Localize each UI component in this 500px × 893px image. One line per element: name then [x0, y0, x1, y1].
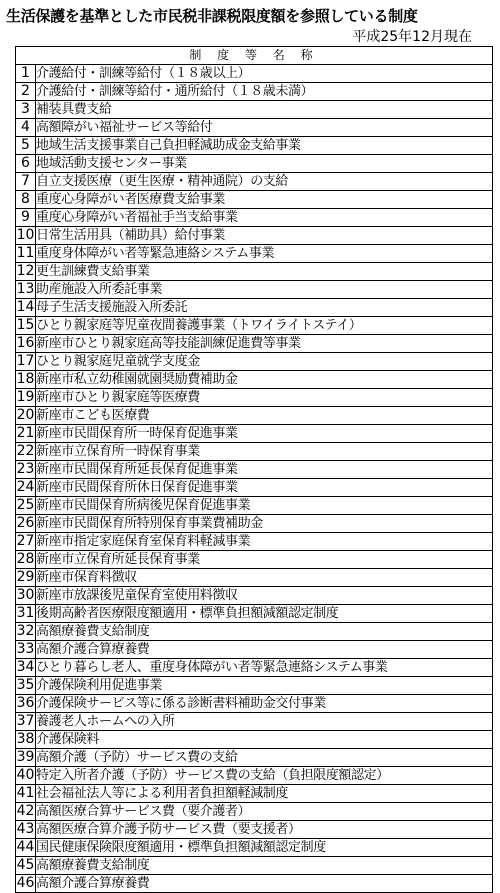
program-name: 社会福祉法人等による利用者負担額軽減制度 — [36, 785, 493, 803]
row-number: 37 — [16, 713, 35, 729]
program-name: 国民健康保険限度額適用・標準負担額減額認定制度 — [36, 839, 493, 857]
table-row — [16, 119, 493, 137]
row-number: 45 — [16, 857, 35, 873]
program-name: ひとり親家庭等児童夜間養護事業（トワイライトステイ） — [36, 317, 493, 335]
row-number: 42 — [16, 803, 35, 819]
row-number: 38 — [16, 731, 35, 747]
row-number: 35 — [16, 677, 35, 693]
program-name: 新座市保育料徴収 — [36, 569, 493, 587]
program-name: 高額介護（予防）サービス費の支給 — [36, 749, 493, 767]
row-number: 17 — [16, 353, 35, 369]
row-number: 21 — [16, 425, 35, 441]
table-row — [16, 803, 493, 821]
program-name: 助産施設入所委託事業 — [36, 281, 493, 299]
table-row — [16, 677, 493, 695]
table-row — [16, 191, 493, 209]
row-number: 27 — [16, 533, 35, 549]
row-number: 20 — [16, 407, 35, 423]
table-row — [16, 785, 493, 803]
table-row — [16, 335, 493, 353]
row-number: 14 — [16, 299, 35, 315]
row-number: 13 — [16, 281, 35, 297]
table-row — [16, 875, 493, 893]
program-name: 高額医療合算サービス費（要介護者） — [36, 803, 493, 821]
table-row — [16, 461, 493, 479]
page-title: 生活保護を基準とした市民税非課税限度額を参照している制度 — [6, 7, 418, 25]
program-name: 介護保険料 — [36, 731, 493, 749]
row-number: 43 — [16, 821, 35, 837]
program-name: 新座市ひとり親家庭高等技能訓練促進費等事業 — [36, 335, 493, 353]
program-name: 新座市ひとり親家庭等医療費 — [36, 389, 493, 407]
table-row — [16, 389, 493, 407]
table-row — [16, 569, 493, 587]
as-of-date: 平成25年12月現在 — [352, 29, 472, 45]
table-row — [16, 533, 493, 551]
row-number: 36 — [16, 695, 35, 711]
program-name: 後期高齢者医療限度額適用・標準負担額減額認定制度 — [36, 605, 493, 623]
row-number: 25 — [16, 497, 35, 513]
program-table — [15, 46, 493, 893]
table-row — [16, 551, 493, 569]
table-row — [16, 731, 493, 749]
program-name: 新座市立保育所一時保育事業 — [36, 443, 493, 461]
table-header-row — [16, 47, 493, 65]
table-row — [16, 245, 493, 263]
row-number: 6 — [16, 155, 36, 173]
program-name: 高額療養費支給制度 — [36, 623, 493, 641]
row-number: 24 — [16, 479, 35, 495]
program-name: 新座市民間保育所特別保育事業費補助金 — [36, 515, 493, 533]
table-row — [16, 515, 493, 533]
row-number: 46 — [16, 875, 35, 891]
program-name: 新座市放課後児童保育室使用料徴収 — [36, 587, 493, 605]
row-number: 22 — [16, 443, 35, 459]
table-row — [16, 605, 493, 623]
row-number: 41 — [16, 785, 35, 801]
table-row — [16, 749, 493, 767]
table-row — [16, 281, 493, 299]
row-number: 2 — [16, 83, 36, 101]
row-number: 5 — [16, 137, 36, 155]
table-row — [16, 173, 493, 191]
row-number: 31 — [16, 605, 35, 621]
row-number: 33 — [16, 641, 35, 657]
table-row — [16, 263, 493, 281]
program-name: 日常生活用具（補助具）給付事業 — [36, 227, 493, 245]
program-name: 介護給付・訓練等給付（１８歳以上） — [36, 65, 493, 83]
row-number: 30 — [16, 587, 35, 603]
table-row — [16, 83, 493, 101]
table-row — [16, 497, 493, 515]
table-row — [16, 101, 493, 119]
row-number: 34 — [16, 659, 35, 675]
table-row — [16, 713, 493, 731]
table-row — [16, 209, 493, 227]
table-row — [16, 695, 493, 713]
table-row — [16, 623, 493, 641]
table-row — [16, 443, 493, 461]
program-name: 介護保険利用促進事業 — [36, 677, 493, 695]
program-name: 新座市民間保育所延長保育促進事業 — [36, 461, 493, 479]
table-row — [16, 155, 493, 173]
row-number: 18 — [16, 371, 35, 387]
row-number: 40 — [16, 767, 35, 783]
table-row — [16, 299, 493, 317]
table-row — [16, 65, 493, 83]
row-number: 19 — [16, 389, 35, 405]
row-number: 8 — [16, 191, 36, 209]
row-number: 28 — [16, 551, 35, 567]
column-header-name: 制 度 等 名 称 — [16, 47, 493, 65]
row-number: 12 — [16, 263, 35, 279]
program-name: 重度身体障がい者等緊急連絡システム事業 — [36, 245, 493, 263]
row-number: 1 — [16, 65, 36, 83]
row-number: 4 — [16, 119, 36, 137]
table-body — [16, 65, 493, 893]
table-row — [16, 407, 493, 425]
table-row — [16, 479, 493, 497]
row-number: 7 — [16, 173, 36, 191]
row-number: 10 — [16, 227, 35, 243]
program-name: 更生訓練費支給事業 — [36, 263, 493, 281]
program-name: ひとり暮らし老人、重度身体障がい者等緊急連絡システム事業 — [36, 659, 493, 677]
table-row — [16, 821, 493, 839]
program-name: 高額療養費支給制度 — [36, 857, 493, 875]
table-row — [16, 857, 493, 875]
row-number: 15 — [16, 317, 35, 333]
program-name: 特定入所者介護（予防）サービス費の支給（負担限度額認定） — [36, 767, 493, 785]
program-name: 介護給付・訓練等給付・通所給付（１８歳未満） — [36, 83, 493, 101]
table-row — [16, 227, 493, 245]
row-number: 16 — [16, 335, 35, 351]
row-number: 39 — [16, 749, 35, 765]
program-name: 母子生活支援施設入所委託 — [36, 299, 493, 317]
program-name: 高額介護合算療養費 — [36, 875, 493, 893]
row-number: 3 — [16, 101, 36, 119]
program-name: 新座市こども医療費 — [36, 407, 493, 425]
table-row — [16, 353, 493, 371]
program-name: 高額障がい福祉サービス等給付 — [36, 119, 493, 137]
table-row — [16, 659, 493, 677]
program-name: 自立支援医療（更生医療・精神通院）の支給 — [36, 173, 493, 191]
table-row — [16, 767, 493, 785]
row-number: 26 — [16, 515, 35, 531]
program-name: 養護老人ホームへの入所 — [36, 713, 493, 731]
row-number: 29 — [16, 569, 35, 585]
row-number: 44 — [16, 839, 35, 855]
table-row — [16, 317, 493, 335]
table-row — [16, 425, 493, 443]
row-number: 23 — [16, 461, 35, 477]
program-name: 新座市私立幼稚園就園奨励費補助金 — [36, 371, 493, 389]
table-row — [16, 137, 493, 155]
program-name: 地域活動支援センター事業 — [36, 155, 493, 173]
program-name: 新座市民間保育所一時保育促進事業 — [36, 425, 493, 443]
table-row — [16, 839, 493, 857]
program-name: 新座市立保育所延長保育事業 — [36, 551, 493, 569]
program-name: 補装具費支給 — [36, 101, 493, 119]
table-row — [16, 587, 493, 605]
table-row — [16, 371, 493, 389]
program-name: 新座市民間保育所病後児保育促進事業 — [36, 497, 493, 515]
row-number: 11 — [16, 245, 35, 261]
program-name: ひとり親家庭児童就学支度金 — [36, 353, 493, 371]
program-name: 重度心身障がい者医療費支給事業 — [36, 191, 493, 209]
program-name: 新座市民間保育所休日保育促進事業 — [36, 479, 493, 497]
program-name: 重度心身障がい者福祉手当支給事業 — [36, 209, 493, 227]
program-name: 新座市指定家庭保育室保育料軽減事業 — [36, 533, 493, 551]
row-number: 9 — [16, 209, 36, 227]
program-name: 介護保険サービス等に係る診断書料補助金交付事業 — [36, 695, 493, 713]
program-name: 高額医療合算介護予防サービス費（要支援者） — [36, 821, 493, 839]
program-name: 高額介護合算療養費 — [36, 641, 493, 659]
program-name: 地域生活支援事業自己負担軽減助成金支給事業 — [36, 137, 493, 155]
row-number: 32 — [16, 623, 35, 639]
table-row — [16, 641, 493, 659]
